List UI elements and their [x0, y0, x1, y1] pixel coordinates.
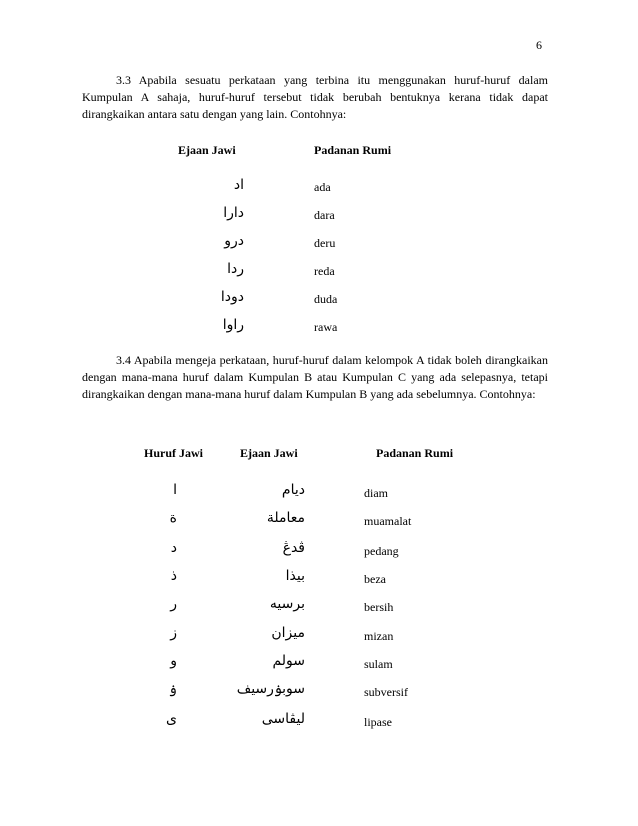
table1-rumi-cell: dara	[314, 208, 335, 222]
table2-jawi-cell: ميزان	[271, 625, 305, 641]
table2-jawi-cell: ڤدڠ	[282, 540, 305, 556]
table2-rumi-cell: lipase	[364, 715, 392, 729]
table2-jawi-cell: برسيه	[269, 596, 305, 612]
table1-jawi-cell: دارا	[223, 205, 244, 221]
paragraph-3-3-text: 3.3 Apabila sesuatu perkataan yang terbina itu menggunakan huruf-huruf dalam Kumpulan A sahaja, huruf-huruf tersebut tidak berubah bentuknya kerana tidak dapat dirangkaikan antara satu dengan yang lain. Contohnya:	[82, 73, 548, 121]
table2-huruf-cell: ى	[166, 711, 177, 727]
table2-rumi-cell: sulam	[364, 657, 393, 671]
table2-huruf-cell: ذ	[170, 568, 177, 584]
page-number: 6	[536, 38, 542, 52]
table1-rumi-cell: rawa	[314, 320, 338, 334]
table2-huruf-cell: ر	[170, 596, 177, 612]
table1-rumi-cell: ada	[314, 180, 331, 194]
table2-jawi-cell: سولم	[272, 653, 305, 669]
table2-rumi-cell: subversif	[364, 685, 408, 699]
table2-rumi-cell: bersih	[364, 600, 394, 614]
table2-rumi-cell: muamalat	[364, 514, 412, 528]
table1-rumi-cell: duda	[314, 292, 338, 306]
table2-huruf-cell: ۏ	[168, 681, 177, 697]
table2-jawi-cell: بيذا	[285, 568, 305, 584]
table2-rumi-cell: beza	[364, 572, 386, 586]
table2-huruf-cell: ز	[170, 625, 177, 641]
header-ejaan-jawi-2: Ejaan Jawi	[240, 446, 298, 460]
table2-huruf-cell: د	[170, 540, 177, 556]
table1-jawi-cell: دودا	[220, 289, 244, 305]
header-padanan-rumi-2: Padanan Rumi	[376, 446, 454, 460]
table2-rumi-cell: mizan	[364, 629, 394, 643]
table1-rumi-cell: deru	[314, 236, 336, 250]
table1-jawi-cell: ردا	[227, 261, 244, 277]
table1-rumi-cell: reda	[314, 264, 335, 278]
table1-jawi-cell: درو	[224, 233, 244, 249]
header-padanan-rumi: Padanan Rumi	[314, 143, 392, 157]
table2-jawi-cell: سوبۏرسيف	[236, 681, 305, 697]
table1-jawi-cell: راوا	[222, 317, 244, 333]
paragraph-3-3	[82, 72, 548, 123]
table2-jawi-cell: ديام	[281, 482, 305, 498]
table1-jawi-cell: اد	[233, 177, 244, 193]
table2-huruf-cell: و	[170, 653, 177, 669]
header-ejaan-jawi: Ejaan Jawi	[178, 143, 236, 157]
table2-huruf-cell: ا	[173, 482, 177, 498]
table2-huruf-cell: ة	[169, 510, 177, 526]
table2-jawi-cell: ليڤاسى	[261, 711, 305, 727]
paragraph-3-4	[82, 352, 548, 403]
table2-rumi-cell: pedang	[364, 544, 399, 558]
paragraph-3-4-text: 3.4 Apabila mengeja perkataan, huruf-huruf dalam kelompok A tidak boleh dirangkaikan dengan mana-mana huruf dalam Kumpulan B atau Kumpulan C yang ada selepasnya, tetapi dirangkaikan dengan mana-mana huruf dalam Kumpulan B yang ada sebelumnya. Contohnya:	[82, 353, 548, 401]
header-huruf-jawi: Huruf Jawi	[144, 446, 204, 460]
table2-jawi-cell: معاملة	[266, 510, 305, 526]
table2-rumi-cell: diam	[364, 486, 388, 500]
